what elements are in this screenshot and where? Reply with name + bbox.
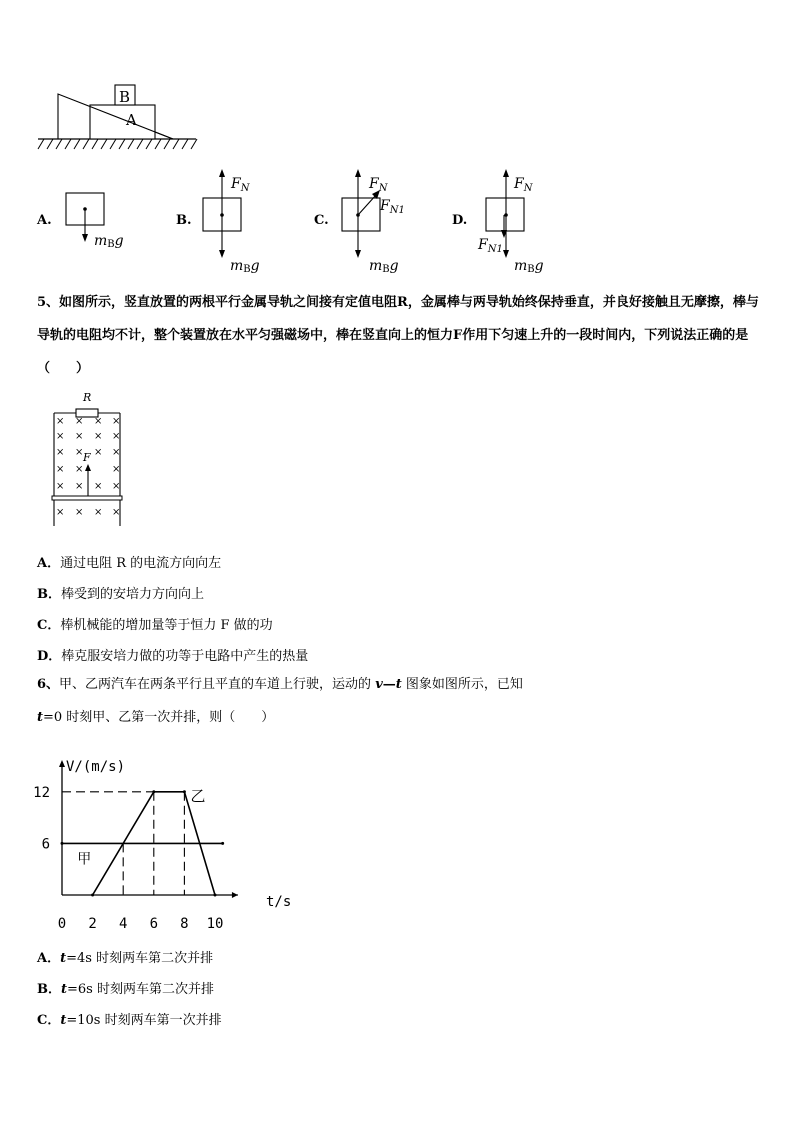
field-cross: × [94,507,103,518]
data-point [152,790,155,793]
field-cross: × [112,416,121,427]
q5-option-c: C．棒机械能的增加量等于恒力 F 做的功 [37,618,273,633]
series-label: 乙 [190,786,206,805]
svg-text:FN1: $F_{N1}$ [478,237,503,255]
field-cross: × [94,481,103,492]
y-axis-arrow [59,760,65,767]
q6-option-a: A．t=4s 时刻两车第二次并排 [37,951,214,966]
field-cross: × [75,431,84,442]
field-cross: × [75,481,84,492]
field-cross: × [112,431,121,442]
svg-text:mBg: mBg [94,233,124,250]
resistor-label: R [83,391,92,404]
y-axis-label: V/(m/s) [66,759,126,775]
y-tick-label: 12 [33,784,50,801]
svg-text:mBg: mBg [230,258,260,275]
field-cross: × [56,447,65,458]
field-cross: × [94,447,103,458]
field-cross: × [94,416,103,427]
x-axis-arrow [232,892,238,898]
x-tick-label: 8 [180,916,189,932]
field-cross: × [56,481,65,492]
q4-option-c-diagram [338,168,418,276]
field-cross: × [56,464,65,475]
q4-option-b-letter: B. [176,213,192,228]
q5-stem [37,286,759,385]
series-label: 甲 [77,851,92,868]
field-cross: × [75,507,84,518]
svg-text:FN: $F_N$ [369,176,388,194]
field-cross: × [112,464,121,475]
q6-vt-chart [30,750,300,935]
field-cross: × [56,431,65,442]
y-tick-label: 6 [41,836,50,853]
q4-option-a-diagram [62,190,132,260]
field-cross: × [75,447,84,458]
svg-text:mBg: mBg [514,258,544,275]
field-cross: × [75,464,84,475]
q5-text: 如图所示，竖直放置的两根平行金属导轨之间接有定值电阻R，金属棒与两导轨始终保持垂直，并良好接触且无摩擦，棒与导轨的电阻均不计，整个装置放在水平匀强磁场中，棒在竖直向上的恒力F作用下匀速上升的一段时间内，下列说法正确的是（ ） [37,295,759,376]
q4-option-d-letter: D. [452,213,468,228]
q5-option-b: B．棒受到的安培力方向向上 [37,587,205,602]
svg-text:FN1: $F_{N1}$ [380,198,405,216]
block-b-label: B [119,88,131,106]
q6-stem: 6、甲、乙两汽车在两条平行且平直的车道上行驶，运动的 v—t 图象如图所示，已知 t=0 时刻甲、乙第一次并排，则（ ） [37,677,523,725]
data-point [61,842,64,845]
q4-option-a-letter: A. [37,213,52,228]
x-tick-label: 2 [88,916,97,932]
metal-rod [52,496,122,500]
x-tick-label: 6 [149,916,159,932]
field-cross: × [75,416,84,427]
svg-text:FN: $F_N$ [514,176,533,194]
x-tick-label: 0 [57,916,67,932]
incline-figure [36,82,201,154]
q4-option-d-diagram [475,168,555,276]
q6-option-c: C．t=10s 时刻两车第一次并排 [37,1013,222,1028]
x-tick-label: 10 [206,916,224,932]
block-a-label: A [126,111,137,129]
data-point [214,894,217,897]
data-point [91,894,94,897]
q4-option-b-diagram [198,168,278,276]
data-point [183,790,186,793]
svg-text:mBg: mBg [369,258,399,275]
x-tick-label: 4 [118,916,128,932]
q5-number: 5、 [37,295,60,310]
field-cross: × [112,481,121,492]
svg-text:FN: $F_N$ [231,176,250,194]
field-cross: × [112,447,121,458]
q5-option-d: D．棒克服安培力做的功等于电路中产生的热量 [37,649,309,664]
force-label: F [83,451,91,464]
q5-rail-figure [50,388,126,528]
field-cross: × [56,416,65,427]
q6-option-b: B．t=6s 时刻两车第二次并排 [37,982,214,997]
field-cross: × [56,507,65,518]
field-cross: × [112,507,121,518]
q5-option-a: A．通过电阻 R 的电流方向向左 [37,556,222,571]
data-point [221,842,224,845]
x-axis-label: t/s [266,894,292,910]
q4-option-c-letter: C. [314,213,329,228]
field-cross: × [94,431,103,442]
